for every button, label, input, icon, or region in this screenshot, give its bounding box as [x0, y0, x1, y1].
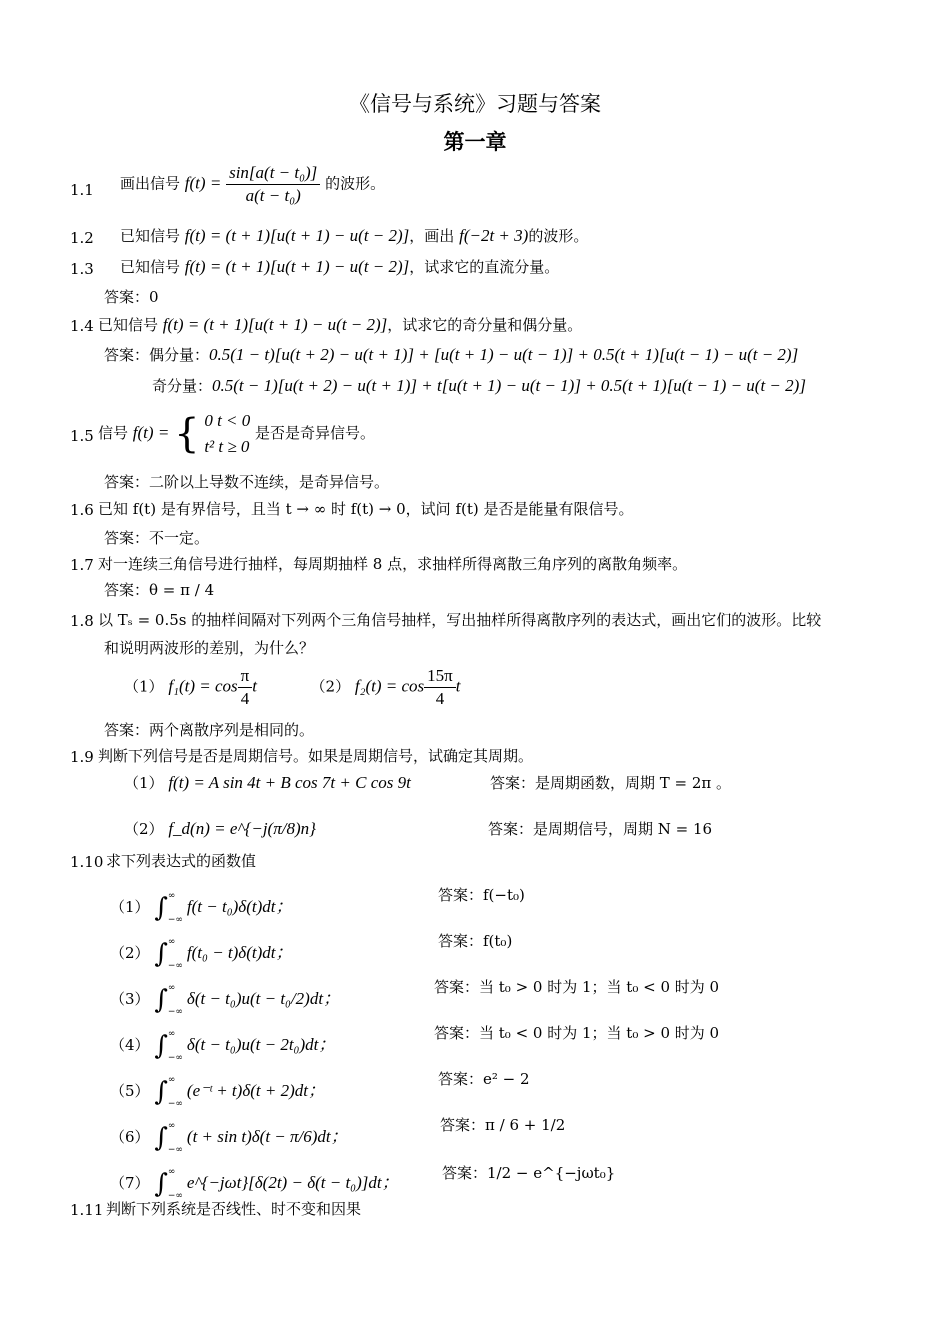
problem-1-11: 判断下列系统是否线性、时不变和因果 — [106, 1200, 362, 1218]
problem-1-8-line1: 以 Tₛ = 0.5s 的抽样间隔对下列两个三角信号抽样，写出抽样所得离散序列的表达式，画出它们的波形。比较 — [98, 611, 822, 629]
problem-1-5: 信号 f(t) = { 0 t < 0 t² t ≥ 0 是否是奇异信号。 — [98, 408, 375, 460]
integral-sign: ∫ — [154, 1169, 168, 1199]
problem-number: 1.2 — [70, 229, 94, 247]
problem-1-9-item1: （1） f(t) = A sin 4t + B cos 7t + C cos 9t — [124, 773, 411, 792]
problem-number: 1.4 — [70, 317, 94, 335]
problem-number: 1.1 — [70, 181, 94, 199]
problem-number: 1.6 — [70, 501, 94, 519]
answer-1-3: 答案：0 — [104, 288, 159, 306]
answer-1-10-4: 答案：当 t₀ < 0 时为 1；当 t₀ > 0 时为 0 — [434, 1024, 720, 1042]
problem-1-1: 画出信号 f(t) = $\frac{\text{sin[a(t − t₀)]}}{\text{a(t − t₀)}}$ 的波形。 — [120, 163, 386, 205]
left-brace: { — [174, 411, 200, 457]
answer-1-10-6: 答案：π / 6 + 1/2 — [440, 1116, 566, 1134]
answer-1-4-odd: 奇分量：0.5(t − 1)[u(t + 2) − u(t + 1)] + t[u(t + 1) − u(t − 1)] + 0.5(t + 1)[u(t − 1) − u(t − 2)] — [152, 376, 806, 395]
chapter-heading: 第一章 — [443, 130, 507, 154]
answer-1-9-2: 答案：是周期信号，周期 N = 16 — [488, 820, 713, 838]
answer-1-10-7: 答案：1/2 − e^{−jωt₀} — [442, 1164, 616, 1182]
answer-1-10-5: 答案：e² − 2 — [438, 1070, 530, 1088]
problem-1-3: 已知信号 f(t) = (t + 1)[u(t + 1) − u(t − 2)]，试求它的直流分量。 — [120, 257, 560, 276]
integral-sign: ∫ — [154, 1031, 168, 1061]
integral-sign: ∫ — [154, 939, 168, 969]
problem-1-8-line2: 和说明两波形的差别，为什么？ — [104, 639, 315, 657]
problem-number: 1.8 — [70, 612, 94, 630]
answer-1-4-even: 答案：偶分量：0.5(1 − t)[u(t + 2) − u(t + 1)] + [u(t + 1) − u(t − 1)] + 0.5(t + 1)[u(t − 1) − u(t − 2)] — [104, 345, 799, 364]
integral-sign: ∫ — [154, 1077, 168, 1107]
integral-sign: ∫ — [154, 893, 168, 923]
answer-1-8: 答案：两个离散序列是相同的。 — [104, 721, 315, 739]
problem-1-10: 求下列表达式的函数值 — [106, 852, 257, 870]
answer-1-5: 答案：二阶以上导数不连续，是奇异信号。 — [104, 473, 390, 491]
document-title: 《信号与系统》习题与答案 — [349, 92, 601, 116]
answer-1-10-2: 答案：f(t₀) — [438, 932, 513, 950]
problem-number: 1.10 — [70, 853, 104, 871]
problem-1-9: 判断下列信号是否是周期信号。如果是周期信号，试确定其周期。 — [98, 747, 534, 765]
item-1-10-6: （6） ∫ ∞ −∞ (t + sin t)δ(t − π/6)dt； — [110, 1121, 348, 1155]
item-1-10-2: （2） ∫ ∞ −∞ f(t₀ − t)δ(t)dt； — [110, 937, 293, 971]
problem-1-6: 已知 f(t) 是有界信号，且当 t → ∞ 时 f(t) → 0，试问 f(t) 是否是能量有限信号。 — [98, 500, 634, 518]
item-1-10-5: （5） ∫ ∞ −∞ (e⁻ᵗ + t)δ(t + 2)dt； — [110, 1075, 325, 1109]
item-1-10-7: （7） ∫ ∞ −∞ e^{−jωt}[δ(2t) − δ(t − t₀)]dt； — [110, 1167, 399, 1201]
answer-1-6: 答案：不一定。 — [104, 529, 210, 547]
piecewise-cases: 0 t < 0 t² t ≥ 0 — [204, 411, 251, 456]
problem-number: 1.7 — [70, 556, 94, 574]
problem-1-7: 对一连续三角信号进行抽样，每周期抽样 8 点，求抽样所得离散三角序列的离散角频率。 — [98, 555, 688, 573]
fraction: $\frac{\text{sin[a(t − t₀)]}}{\text{a(t − t₀)}}$ — [226, 162, 320, 207]
item-1-10-1: （1） ∫ ∞ −∞ f(t − t₀)δ(t)dt； — [110, 891, 293, 925]
integral-sign: ∫ — [154, 1123, 168, 1153]
problem-1-2: 已知信号 f(t) = (t + 1)[u(t + 1) − u(t − 2)]，画出 f(−2t + 3)的波形。 — [120, 226, 589, 245]
answer-1-10-3: 答案：当 t₀ > 0 时为 1；当 t₀ < 0 时为 0 — [434, 978, 720, 996]
problem-number: 1.9 — [70, 748, 94, 766]
answer-1-10-1: 答案：f(−t₀) — [438, 886, 525, 904]
problem-number: 1.5 — [70, 427, 94, 445]
problem-number: 1.3 — [70, 260, 94, 278]
integral-sign: ∫ — [154, 985, 168, 1015]
item-1-10-4: （4） ∫ ∞ −∞ δ(t − t₀)u(t − 2t₀)dt； — [110, 1029, 336, 1063]
item-1-10-3: （3） ∫ ∞ −∞ δ(t − t₀)u(t − t₀/2)dt； — [110, 983, 341, 1017]
answer-1-9-1: 答案：是周期函数，周期 T = 2π 。 — [490, 774, 732, 792]
problem-1-8-items: （1） f₁(t) = cos $\frac{\pi}{4}$ t （2） f₂(t) = cos $\frac{15\pi}{4}$ t — [124, 666, 461, 708]
problem-number: 1.11 — [70, 1201, 104, 1219]
answer-1-7: 答案：θ = π / 4 — [104, 581, 215, 599]
problem-1-9-item2: （2） f_d(n) = e^{−j(π/8)n} — [124, 819, 316, 838]
problem-1-4: 已知信号 f(t) = (t + 1)[u(t + 1) − u(t − 2)]，试求它的奇分量和偶分量。 — [98, 315, 583, 334]
